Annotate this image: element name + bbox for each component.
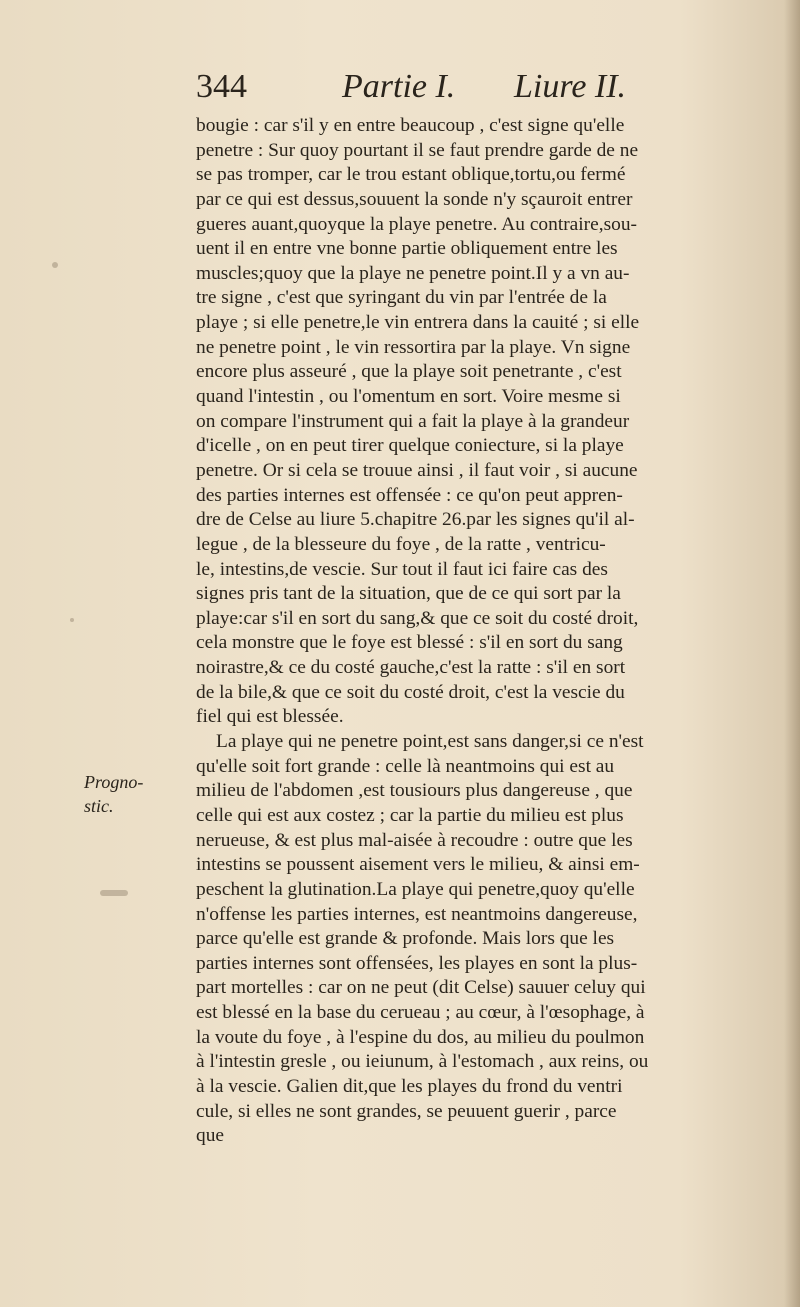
text-line: bougie : car s'il y en entre beaucoup , c'est signe qu'elle: [196, 115, 625, 136]
ink-spot: [100, 890, 128, 896]
text-line: d'icelle , on en peut tirer quelque coniecture, si la playe: [196, 435, 624, 457]
text-line: intestins se poussent aisement vers le milieu, & ainsi em-: [196, 854, 640, 876]
text-line: quand l'intestin , ou l'omentum en sort. Voire mesme si: [196, 386, 621, 408]
text-line: à l'intestin gresle , ou ieiunum, à l'estomach , aux reins, ou: [196, 1051, 649, 1073]
text-line: que: [196, 1125, 224, 1147]
text-line: legue , de la blesseure du foye , de la ratte , ventricu-: [196, 533, 606, 555]
header-part: Partie I.: [342, 68, 456, 105]
margin-note-line: Progno-: [84, 772, 144, 792]
text-line: playe ; si elle penetre,le vin entrera dans la cauité ; si elle: [196, 312, 640, 334]
text-line: dre de Celse au liure 5.chapitre 26.par les signes qu'il al-: [196, 509, 635, 531]
page-edge-shadow: [784, 0, 800, 1307]
text-line: part mortelles : car on ne peut (dit Celse) sauuer celuy qui: [196, 977, 646, 999]
text-line: est blessé en la base du cerueau ; au cœur, à l'œsophage, à: [196, 1002, 645, 1024]
text-line: la voute du foye , à l'espine du dos, au milieu du poulmon: [196, 1026, 645, 1048]
page-number: 344: [196, 68, 247, 105]
text-line: celle qui est aux costez ; car la partie du milieu est plus: [196, 804, 624, 826]
text-line: ne penetre point , le vin ressortira par la playe. Vn signe: [196, 336, 631, 358]
text-line: encore plus asseuré , que la playe soit penetrante , c'est: [196, 361, 622, 383]
text-line: de la bile,& que ce soit du costé droit, c'est la vescie du: [196, 681, 625, 703]
text-line: gueres auant,quoyque la playe penetre. Au contraire,sou-: [196, 213, 637, 235]
text-line: n'offense les parties internes, est neantmoins dangereuse,: [196, 903, 638, 925]
text-line: penetre : Sur quoy pourtant il se faut prendre garde de ne: [196, 139, 639, 161]
text-line: fiel qui est blessée.: [196, 706, 344, 728]
text-line: on compare l'instrument qui a fait la playe à la grandeur: [196, 410, 630, 432]
text-line: penetre. Or si cela se trouue ainsi , il faut voir , si aucune: [196, 459, 638, 481]
text-line: signes pris tant de la situation, que de ce qui sort par la: [196, 583, 621, 605]
ink-spot: [70, 618, 74, 622]
header-book: Liure II.: [514, 68, 627, 105]
text-line: par ce qui est dessus,souuent la sonde n'y sçauroit entrer: [196, 188, 633, 210]
text-line: La playe qui ne penetre point,est sans danger,si ce n'est: [216, 731, 644, 753]
text-line: nerueuse, & est plus mal-aisée à recoudre : outre que les: [196, 829, 633, 851]
ink-spot: [52, 262, 58, 268]
margin-note: [84, 770, 184, 818]
text-line: tre signe , c'est que syringant du vin par l'entrée de la: [196, 287, 607, 309]
text-line: parties internes sont offensées, les playes en sont la plus-: [196, 952, 638, 974]
text-line: se pas tromper, car le trou estant oblique,tortu,ou fermé: [196, 164, 626, 186]
text-line: milieu de l'abdomen ,est tousiours plus dangereuse , que: [196, 780, 633, 802]
text-line: muscles;quoy que la playe ne penetre point.Il y a vn au-: [196, 262, 630, 284]
margin-note-line: stic.: [84, 796, 114, 816]
running-header: [196, 68, 676, 112]
text-line: parce qu'elle est grande & profonde. Mais lors que les: [196, 928, 615, 950]
text-line: des parties internes est offensée : ce qu'on peut appren-: [196, 484, 623, 506]
text-line: cela monstre que le foye est blessé : s'il en sort du sang: [196, 632, 623, 654]
body-text: [196, 114, 770, 1149]
text-line: cule, si elles ne sont grandes, se peuuent guerir , parce: [196, 1100, 617, 1122]
text-line: uent il en entre vne bonne partie obliquement entre les: [196, 238, 618, 260]
text-line: noirastre,& ce du costé gauche,c'est la ratte : s'il en sort: [196, 657, 626, 679]
text-line: playe:car s'il en sort du sang,& que ce soit du costé droit,: [196, 607, 639, 629]
text-line: qu'elle soit fort grande : celle là neantmoins qui est au: [196, 755, 615, 777]
text-line: à la vescie. Galien dit,que les playes du frond du ventri: [196, 1075, 623, 1097]
text-line: peschent la glutination.La playe qui penetre,quoy qu'elle: [196, 878, 635, 900]
text-line: le, intestins,de vescie. Sur tout il faut ici faire cas des: [196, 558, 608, 580]
